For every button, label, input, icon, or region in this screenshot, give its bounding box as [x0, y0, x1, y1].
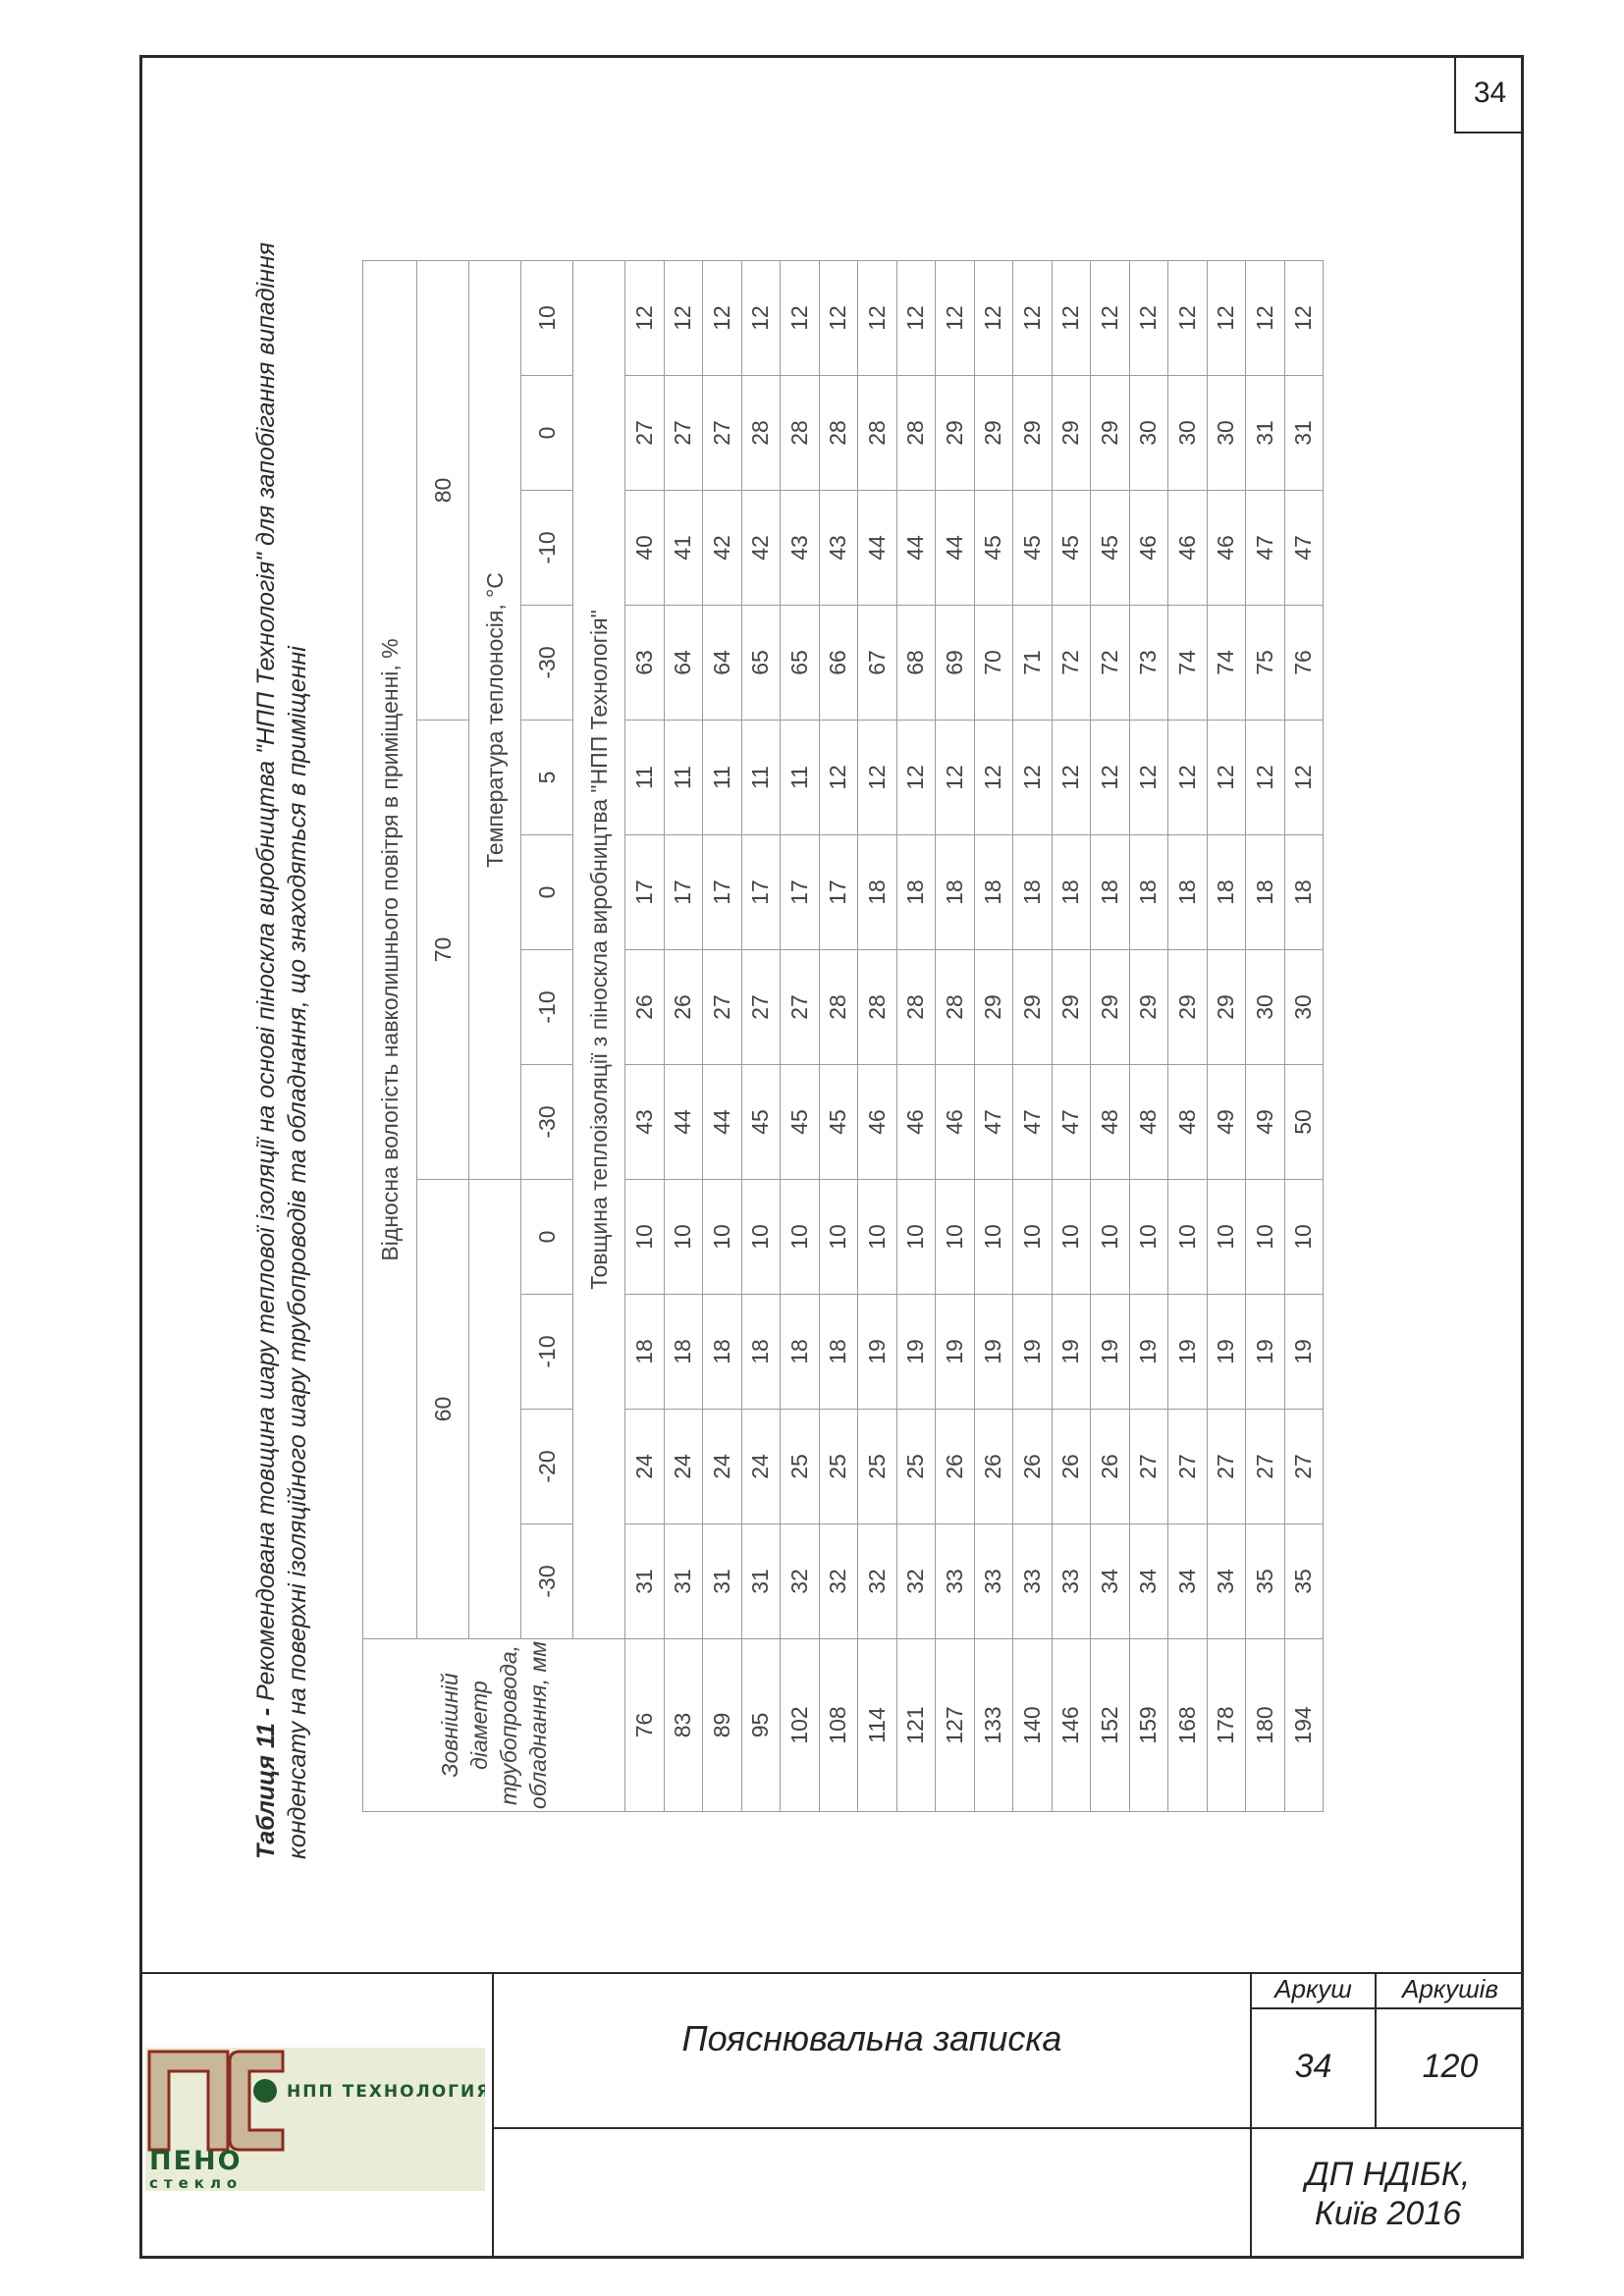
thickness-header: Товщина теплоізоляції з піноскла виробництва "НПП Технологія" [573, 261, 625, 1639]
thickness-cell: 11 [625, 721, 665, 835]
thickness-cell: 30 [1246, 950, 1285, 1065]
thickness-cell: 45 [819, 1065, 858, 1180]
thickness-cell: 30 [1129, 376, 1168, 491]
thickness-cell: 28 [741, 376, 781, 491]
thickness-cell: 28 [819, 950, 858, 1065]
table-row [936, 261, 975, 1812]
thickness-cell: 11 [703, 721, 742, 835]
table-row [703, 261, 742, 1812]
thickness-cell: 12 [1052, 261, 1091, 376]
thickness-cell: 47 [1284, 491, 1324, 606]
thickness-cell: 35 [1246, 1524, 1285, 1639]
thickness-cell: 18 [1168, 835, 1208, 950]
thickness-cell: 19 [1168, 1295, 1208, 1410]
thickness-cell: 45 [781, 1065, 820, 1180]
thickness-cell: 46 [1168, 491, 1208, 606]
thickness-cell: 12 [1091, 721, 1130, 835]
thickness-cell: 45 [1013, 491, 1053, 606]
thickness-cell: 64 [703, 606, 742, 721]
thickness-cell: 12 [1013, 721, 1053, 835]
thickness-cell: 11 [664, 721, 703, 835]
thickness-cell: 30 [1207, 376, 1246, 491]
thickness-cell: 45 [1052, 491, 1091, 606]
temp-cell: 0 [521, 1180, 573, 1295]
thickness-cell: 27 [1246, 1410, 1285, 1524]
thickness-cell: 29 [974, 950, 1013, 1065]
thickness-cell: 12 [1284, 261, 1324, 376]
thickness-cell: 25 [896, 1410, 936, 1524]
thickness-cell: 43 [625, 1065, 665, 1180]
thickness-cell: 29 [1052, 376, 1091, 491]
thickness-cell: 63 [625, 606, 665, 721]
thickness-cell: 12 [741, 261, 781, 376]
thickness-cell: 28 [858, 376, 897, 491]
thickness-cell: 18 [1052, 835, 1091, 950]
caption-text: Рекомендована товщина шару теплової ізоляції на основі піноскла виробництва "НПП Технологія" для запобігання випадіння конденсату на поверхні ізоляційного шару трубопроводів та обладнання, що знаходяться в приміщенні [252, 241, 311, 1859]
thickness-cell: 26 [1091, 1410, 1130, 1524]
thickness-cell: 72 [1052, 606, 1091, 721]
thickness-cell: 24 [703, 1410, 742, 1524]
thickness-cell: 48 [1091, 1065, 1130, 1180]
thickness-cell: 12 [1207, 261, 1246, 376]
thickness-cell: 31 [703, 1524, 742, 1639]
insulation-table [362, 260, 1324, 1812]
thickness-cell: 19 [1013, 1295, 1053, 1410]
thickness-cell: 41 [664, 491, 703, 606]
thickness-cell: 12 [1168, 721, 1208, 835]
thickness-cell: 12 [781, 261, 820, 376]
thickness-cell: 46 [1207, 491, 1246, 606]
thickness-cell: 11 [741, 721, 781, 835]
thickness-cell: 18 [1129, 835, 1168, 950]
org-line-1: ДП НДІБК, [1305, 2156, 1471, 2193]
thickness-cell: 74 [1207, 606, 1246, 721]
thickness-cell: 10 [625, 1180, 665, 1295]
table-row [1168, 261, 1208, 1812]
thickness-cell: 27 [1207, 1410, 1246, 1524]
thickness-cell: 10 [1091, 1180, 1130, 1295]
sheets-label: Аркушів [1401, 1974, 1498, 2003]
thickness-cell: 44 [664, 1065, 703, 1180]
humidity-group-60: 60 [417, 1180, 469, 1639]
thickness-cell: 26 [936, 1410, 975, 1524]
thickness-cell: 47 [1013, 1065, 1053, 1180]
thickness-cell: 42 [741, 491, 781, 606]
thickness-cell: 19 [896, 1295, 936, 1410]
thickness-cell: 43 [781, 491, 820, 606]
logo-graphic [145, 2048, 485, 2191]
thickness-cell: 29 [1052, 950, 1091, 1065]
thickness-cell: 12 [1129, 721, 1168, 835]
thickness-cell: 71 [1013, 606, 1053, 721]
thickness-cell: 18 [936, 835, 975, 950]
thickness-cell: 46 [936, 1065, 975, 1180]
table-row [1013, 261, 1053, 1812]
thickness-cell: 29 [1168, 950, 1208, 1065]
thickness-cell: 29 [1013, 950, 1053, 1065]
thickness-cell: 10 [936, 1180, 975, 1295]
caption-label: Таблиця 11 - [252, 1707, 280, 1859]
temperature-header: Температура теплоносія, °С [469, 261, 521, 1180]
thickness-cell: 33 [936, 1524, 975, 1639]
table-row [1129, 261, 1168, 1812]
thickness-cell: 19 [1052, 1295, 1091, 1410]
sheet-number: 34 [1294, 2048, 1332, 2085]
diameter-cell: 159 [1129, 1639, 1168, 1812]
temp-cell: -10 [521, 491, 573, 606]
thickness-cell: 29 [974, 376, 1013, 491]
diameter-cell: 152 [1091, 1639, 1130, 1812]
thickness-cell: 19 [1246, 1295, 1285, 1410]
table-row [1052, 261, 1091, 1812]
thickness-cell: 17 [664, 835, 703, 950]
thickness-cell: 18 [664, 1295, 703, 1410]
thickness-cell: 47 [1052, 1065, 1091, 1180]
thickness-cell: 27 [703, 950, 742, 1065]
thickness-cell: 10 [858, 1180, 897, 1295]
table-row [858, 261, 897, 1812]
thickness-cell: 31 [625, 1524, 665, 1639]
humidity-group-80: 80 [417, 261, 469, 721]
thickness-cell: 45 [974, 491, 1013, 606]
thickness-cell: 19 [858, 1295, 897, 1410]
thickness-cell: 27 [1168, 1410, 1208, 1524]
thickness-cell: 12 [664, 261, 703, 376]
temp-cell: -30 [521, 1065, 573, 1180]
thickness-cell: 28 [781, 376, 820, 491]
thickness-cell: 18 [1284, 835, 1324, 950]
thickness-cell: 10 [819, 1180, 858, 1295]
diameter-cell: 95 [741, 1639, 781, 1812]
thickness-cell: 18 [1246, 835, 1285, 950]
thickness-cell: 17 [625, 835, 665, 950]
thickness-cell: 12 [1129, 261, 1168, 376]
thickness-cell: 18 [858, 835, 897, 950]
diameter-header: Зовнішній діаметр трубопровода, обладнання, мм [363, 1639, 625, 1812]
table-body [625, 261, 1324, 1812]
thickness-cell: 12 [819, 721, 858, 835]
thickness-cell: 12 [1168, 261, 1208, 376]
thickness-cell: 70 [974, 606, 1013, 721]
thickness-cell: 24 [741, 1410, 781, 1524]
thickness-cell: 75 [1246, 606, 1285, 721]
thickness-cell: 44 [896, 491, 936, 606]
diameter-cell: 168 [1168, 1639, 1208, 1812]
table-row [625, 261, 665, 1812]
thickness-cell: 12 [819, 261, 858, 376]
thickness-cell: 26 [664, 950, 703, 1065]
temp-cell: -10 [521, 1295, 573, 1410]
thickness-cell: 34 [1207, 1524, 1246, 1639]
table-row [741, 261, 781, 1812]
thickness-cell: 10 [974, 1180, 1013, 1295]
thickness-cell: 19 [1207, 1295, 1246, 1410]
table-row [1091, 261, 1130, 1812]
thickness-cell: 46 [896, 1065, 936, 1180]
thickness-cell: 50 [1284, 1065, 1324, 1180]
thickness-cell: 32 [858, 1524, 897, 1639]
thickness-cell: 45 [1091, 491, 1130, 606]
thickness-cell: 31 [1246, 376, 1285, 491]
temp-cell: -30 [521, 606, 573, 721]
thickness-cell: 27 [703, 376, 742, 491]
thickness-cell: 68 [896, 606, 936, 721]
logo-word-peno: ПЕНО [149, 2146, 243, 2176]
thickness-cell: 19 [1091, 1295, 1130, 1410]
thickness-cell: 47 [974, 1065, 1013, 1180]
thickness-cell: 18 [896, 835, 936, 950]
thickness-cell: 12 [936, 261, 975, 376]
thickness-cell: 18 [1207, 835, 1246, 950]
thickness-cell: 31 [741, 1524, 781, 1639]
thickness-cell: 12 [896, 261, 936, 376]
thickness-cell: 18 [974, 835, 1013, 950]
thickness-cell: 28 [819, 376, 858, 491]
logo-word-steklo: стекло [149, 2174, 244, 2191]
thickness-cell: 67 [858, 606, 897, 721]
table-caption [250, 230, 313, 1859]
company-logo [145, 2048, 485, 2191]
thickness-cell: 31 [664, 1524, 703, 1639]
thickness-cell: 29 [1013, 376, 1053, 491]
thickness-cell: 24 [664, 1410, 703, 1524]
thickness-cell: 44 [858, 491, 897, 606]
thickness-cell: 12 [1246, 261, 1285, 376]
diameter-cell: 89 [703, 1639, 742, 1812]
thickness-cell: 26 [625, 950, 665, 1065]
thickness-cell: 12 [936, 721, 975, 835]
table-row [819, 261, 858, 1812]
thickness-cell: 49 [1207, 1065, 1246, 1180]
thickness-cell: 28 [896, 950, 936, 1065]
thickness-cell: 28 [936, 950, 975, 1065]
thickness-cell: 44 [936, 491, 975, 606]
thickness-cell: 32 [896, 1524, 936, 1639]
thickness-cell: 12 [1052, 721, 1091, 835]
thickness-cell: 27 [1129, 1410, 1168, 1524]
thickness-cell: 44 [703, 1065, 742, 1180]
thickness-cell: 74 [1168, 606, 1208, 721]
thickness-cell: 27 [781, 950, 820, 1065]
thickness-cell: 12 [625, 261, 665, 376]
thickness-cell: 25 [858, 1410, 897, 1524]
logo-dot-icon [253, 2079, 277, 2103]
thickness-cell: 12 [703, 261, 742, 376]
thickness-cell: 30 [1168, 376, 1208, 491]
thickness-cell: 31 [1284, 376, 1324, 491]
thickness-cell: 33 [974, 1524, 1013, 1639]
thickness-cell: 12 [1013, 261, 1053, 376]
thickness-cell: 64 [664, 606, 703, 721]
thickness-cell: 18 [781, 1295, 820, 1410]
table-row [664, 261, 703, 1812]
thickness-cell: 29 [1207, 950, 1246, 1065]
diameter-cell: 121 [896, 1639, 936, 1812]
thickness-cell: 25 [819, 1410, 858, 1524]
diameter-cell: 108 [819, 1639, 858, 1812]
temp-cell: -30 [521, 1524, 573, 1639]
sheet-label: Аркуш [1274, 1974, 1352, 2003]
thickness-cell: 33 [1052, 1524, 1091, 1639]
thickness-cell: 17 [781, 835, 820, 950]
thickness-cell: 73 [1129, 606, 1168, 721]
table-row [1246, 261, 1285, 1812]
thickness-cell: 10 [781, 1180, 820, 1295]
thickness-cell: 24 [625, 1410, 665, 1524]
diameter-cell: 127 [936, 1639, 975, 1812]
thickness-cell: 19 [936, 1295, 975, 1410]
diameter-cell: 102 [781, 1639, 820, 1812]
thickness-cell: 28 [896, 376, 936, 491]
thickness-cell: 26 [1052, 1410, 1091, 1524]
thickness-cell: 65 [781, 606, 820, 721]
diameter-cell: 76 [625, 1639, 665, 1812]
thickness-cell: 19 [1284, 1295, 1324, 1410]
thickness-cell: 10 [896, 1180, 936, 1295]
doc-title: Пояснювальна записка [681, 2018, 1062, 2058]
thickness-cell: 42 [703, 491, 742, 606]
diameter-cell: 180 [1246, 1639, 1285, 1812]
thickness-cell: 29 [1129, 950, 1168, 1065]
temp-cell: -10 [521, 950, 573, 1065]
thickness-cell: 40 [625, 491, 665, 606]
thickness-cell: 10 [664, 1180, 703, 1295]
thickness-cell: 12 [858, 261, 897, 376]
thickness-cell: 27 [741, 950, 781, 1065]
thickness-cell: 34 [1168, 1524, 1208, 1639]
thickness-cell: 10 [1013, 1180, 1053, 1295]
thickness-cell: 18 [819, 1295, 858, 1410]
thickness-cell: 32 [781, 1524, 820, 1639]
thickness-cell: 45 [741, 1065, 781, 1180]
thickness-cell: 11 [781, 721, 820, 835]
thickness-cell: 46 [1129, 491, 1168, 606]
thickness-cell: 29 [1091, 950, 1130, 1065]
org-line-2: Київ 2016 [1314, 2195, 1462, 2232]
rotated-table-area [250, 234, 1330, 1902]
table-row [781, 261, 820, 1812]
thickness-cell: 49 [1246, 1065, 1285, 1180]
thickness-cell: 18 [1091, 835, 1130, 950]
thickness-cell: 69 [936, 606, 975, 721]
table-row [1284, 261, 1324, 1812]
thickness-cell: 48 [1129, 1065, 1168, 1180]
temp-cell: 10 [521, 261, 573, 376]
thickness-cell: 10 [1052, 1180, 1091, 1295]
thickness-cell: 19 [974, 1295, 1013, 1410]
sheets-count: 120 [1422, 2048, 1479, 2085]
humidity-header: Відносна вологість навколишнього повітря в приміщенні, % [363, 261, 417, 1639]
thickness-cell: 27 [1284, 1410, 1324, 1524]
thickness-cell: 12 [974, 721, 1013, 835]
diameter-cell: 83 [664, 1639, 703, 1812]
thickness-cell: 33 [1013, 1524, 1053, 1639]
thickness-cell: 25 [781, 1410, 820, 1524]
diameter-cell: 146 [1052, 1639, 1091, 1812]
table-row [896, 261, 936, 1812]
page-number: 34 [1454, 55, 1524, 133]
thickness-cell: 10 [1207, 1180, 1246, 1295]
thickness-cell: 10 [1168, 1180, 1208, 1295]
thickness-cell: 28 [858, 950, 897, 1065]
thickness-cell: 34 [1091, 1524, 1130, 1639]
thickness-cell: 43 [819, 491, 858, 606]
thickness-cell: 10 [741, 1180, 781, 1295]
thickness-cell: 17 [819, 835, 858, 950]
thickness-cell: 19 [1129, 1295, 1168, 1410]
thickness-cell: 26 [974, 1410, 1013, 1524]
thickness-cell: 46 [858, 1065, 897, 1180]
thickness-cell: 47 [1246, 491, 1285, 606]
thickness-cell: 35 [1284, 1524, 1324, 1639]
thickness-cell: 12 [974, 261, 1013, 376]
temp-cell: 5 [521, 721, 573, 835]
thickness-cell: 29 [936, 376, 975, 491]
thickness-cell: 18 [1013, 835, 1053, 950]
thickness-cell: 32 [819, 1524, 858, 1639]
thickness-cell: 18 [625, 1295, 665, 1410]
thickness-cell: 12 [1091, 261, 1130, 376]
thickness-cell: 48 [1168, 1065, 1208, 1180]
thickness-cell: 10 [1284, 1180, 1324, 1295]
logo-company-name: НПП ТЕХНОЛОГИЯ [287, 2082, 485, 2102]
thickness-cell: 27 [625, 376, 665, 491]
temp-cell: -20 [521, 1410, 573, 1524]
thickness-cell: 10 [1246, 1180, 1285, 1295]
thickness-cell: 17 [741, 835, 781, 950]
thickness-cell: 12 [1284, 721, 1324, 835]
thickness-cell: 29 [1091, 376, 1130, 491]
thickness-cell: 17 [703, 835, 742, 950]
thickness-cell: 26 [1013, 1410, 1053, 1524]
thickness-cell: 12 [896, 721, 936, 835]
temp-cell: 0 [521, 835, 573, 950]
thickness-cell: 12 [858, 721, 897, 835]
table-row [1207, 261, 1246, 1812]
temp-cell: 0 [521, 376, 573, 491]
diameter-cell: 178 [1207, 1639, 1246, 1812]
humidity-group-70: 70 [417, 721, 469, 1180]
organization [1252, 2155, 1524, 2233]
thickness-cell: 65 [741, 606, 781, 721]
thickness-cell: 18 [703, 1295, 742, 1410]
thickness-cell: 10 [1129, 1180, 1168, 1295]
diameter-cell: 133 [974, 1639, 1013, 1812]
thickness-cell: 30 [1284, 950, 1324, 1065]
diameter-cell: 114 [858, 1639, 897, 1812]
thickness-cell: 76 [1284, 606, 1324, 721]
thickness-cell: 34 [1129, 1524, 1168, 1639]
thickness-cell: 12 [1246, 721, 1285, 835]
thickness-cell: 66 [819, 606, 858, 721]
table-row [974, 261, 1013, 1812]
thickness-cell: 10 [703, 1180, 742, 1295]
thickness-cell: 27 [664, 376, 703, 491]
diameter-cell: 140 [1013, 1639, 1053, 1812]
thickness-cell: 18 [741, 1295, 781, 1410]
thickness-cell: 12 [1207, 721, 1246, 835]
diameter-cell: 194 [1284, 1639, 1324, 1812]
thickness-cell: 72 [1091, 606, 1130, 721]
